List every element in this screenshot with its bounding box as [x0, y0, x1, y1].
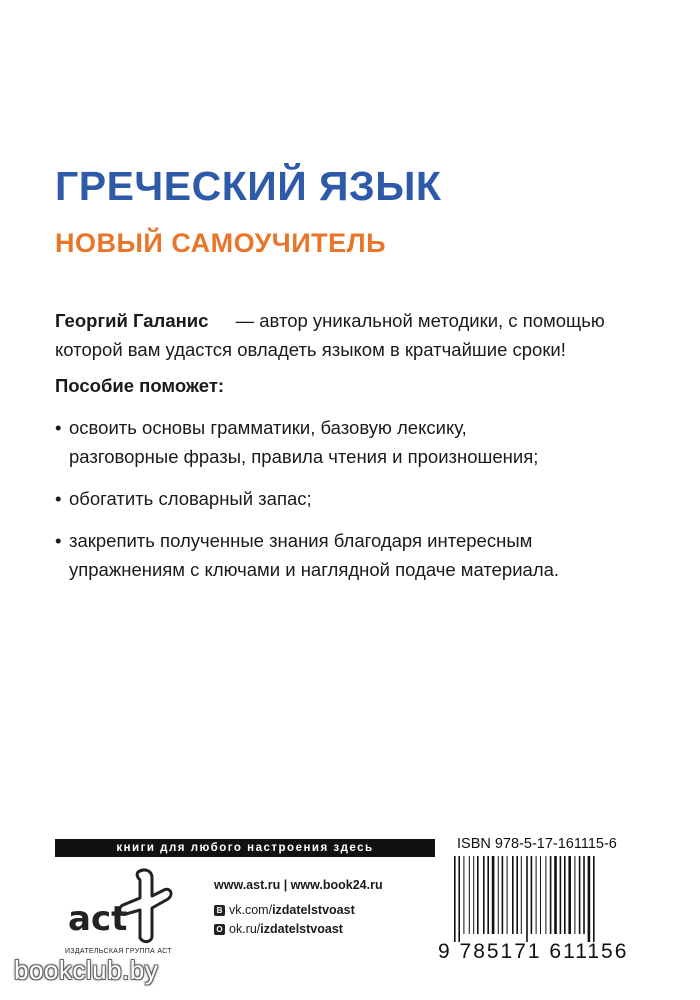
- barcode-digits: 9 785171 611156: [438, 940, 629, 963]
- ok-link-prefix: ok.ru/: [229, 922, 261, 936]
- barcode-bar: [540, 856, 541, 934]
- barcode-bar: [550, 856, 552, 934]
- list-item-line1: закрепить полученные знания благодаря интересным: [69, 530, 533, 551]
- barcode-bar: [536, 856, 537, 934]
- list-item-line1: освоить основы грамматики, базовую лексику,: [69, 417, 467, 438]
- list-item: [55, 484, 675, 513]
- barcode-bar: [531, 856, 533, 934]
- barcode-bar: [560, 856, 562, 934]
- barcode-bar: [564, 856, 566, 934]
- barcode-bar: [502, 856, 504, 934]
- barcode-bar: [473, 856, 474, 934]
- intro-text-line1: автор уникальной методики, с помощью: [259, 310, 605, 331]
- barcode-bar: [463, 856, 464, 934]
- book-subtitle: НОВЫЙ САМОУЧИТЕЛЬ: [55, 228, 387, 258]
- barcode-bar: [588, 856, 591, 942]
- vk-link-handle: izdatelstvoast: [272, 903, 355, 917]
- list-item: [55, 526, 675, 584]
- barcode: [452, 856, 622, 942]
- list-item-line1: обогатить словарный запас;: [69, 488, 312, 509]
- ast-logo: [60, 866, 175, 946]
- barcode-bar: [521, 856, 522, 934]
- ok-link-handle: izdatelstvoast: [260, 922, 343, 936]
- author-intro: [55, 306, 665, 364]
- barcode-bar: [516, 856, 518, 934]
- intro-text-line2: которой вам удастся овладеть языком в кратчайшие сроки!: [55, 339, 566, 360]
- barcode-bar: [554, 856, 557, 934]
- barcode-bar: [483, 856, 485, 934]
- barcode-bar: [487, 856, 489, 934]
- benefit-list: [55, 400, 675, 584]
- barcode-bar: [458, 856, 460, 942]
- barcode-bar: [469, 856, 470, 934]
- isbn-text: ISBN 978-5-17-161115-6: [457, 836, 617, 852]
- barcode-bar: [454, 856, 456, 942]
- watermark: bookclub.by: [14, 955, 159, 985]
- list-item-line2: упражнениям с ключами и наглядной подаче материала.: [69, 559, 560, 580]
- ast-logo-text: act: [68, 899, 128, 939]
- book-title: ГРЕЧЕСКИЙ ЯЗЫК: [55, 163, 442, 209]
- vk-icon: В: [214, 905, 225, 916]
- barcode-bar: [498, 856, 499, 934]
- barcode-bar: [507, 856, 508, 934]
- vk-link[interactable]: [214, 903, 355, 917]
- vk-link-prefix: vk.com/: [229, 903, 273, 917]
- barcode-bar: [568, 856, 571, 934]
- publisher-caption: ИЗДАТЕЛЬСКАЯ ГРУППА АСТ: [65, 948, 172, 955]
- barcode-bar: [512, 856, 514, 934]
- barcode-bar: [545, 856, 546, 934]
- intro-dash: —: [235, 310, 255, 331]
- barcode-bar: [477, 856, 479, 934]
- helps-heading: Пособие поможет:: [55, 375, 225, 396]
- website-links[interactable]: www.ast.ru | www.book24.ru: [214, 878, 383, 892]
- ast-logo-figure-icon: [120, 870, 171, 942]
- barcode-bar: [526, 856, 528, 942]
- list-item-line2: разговорные фразы, правила чтения и произношения;: [69, 446, 539, 467]
- barcode-bar: [492, 856, 495, 934]
- barcode-bar: [593, 856, 595, 942]
- slogan-strip: книги для любого настроения здесь: [55, 839, 435, 857]
- ok-icon: О: [214, 924, 225, 935]
- ok-link[interactable]: [214, 922, 343, 936]
- barcode-bar: [583, 856, 585, 934]
- barcode-bar: [574, 856, 575, 934]
- barcode-bar: [579, 856, 581, 934]
- author-name: Георгий Галанис: [55, 310, 209, 331]
- list-item: [55, 413, 675, 471]
